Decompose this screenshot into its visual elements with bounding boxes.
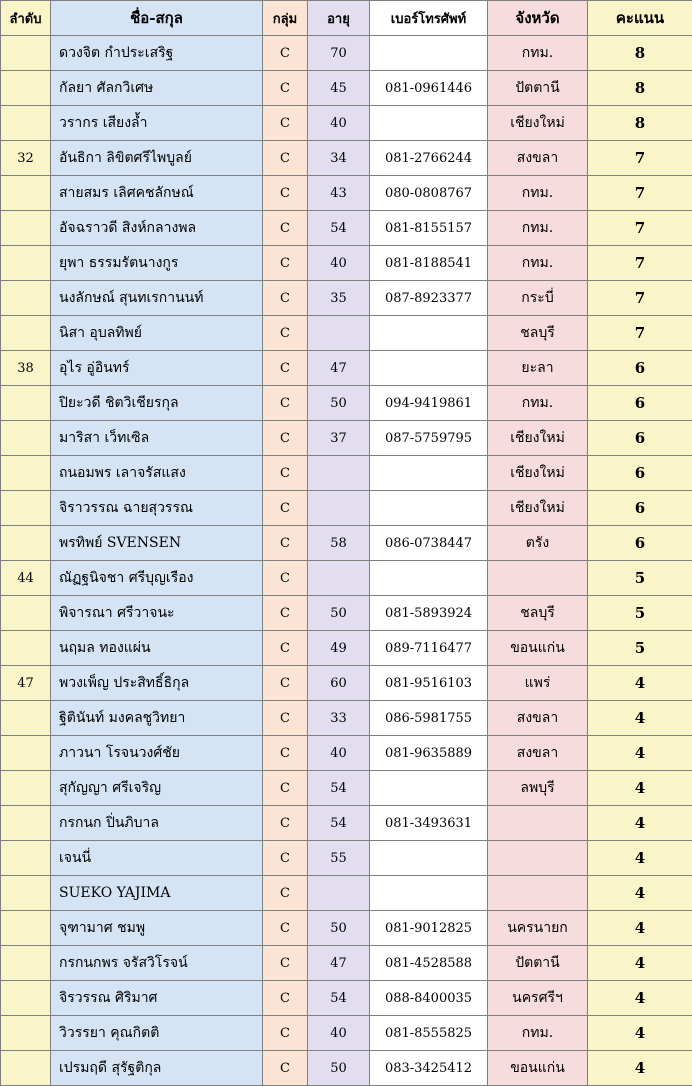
rank-cell xyxy=(1,281,51,316)
group-cell: C xyxy=(263,456,308,491)
rank-cell xyxy=(1,911,51,946)
score-cell: 4 xyxy=(588,1051,692,1086)
province-cell: เชียงใหม่ xyxy=(488,421,588,456)
group-cell: C xyxy=(263,736,308,771)
score-cell: 7 xyxy=(588,176,692,211)
table-row xyxy=(1,1051,692,1086)
table-row xyxy=(1,141,692,176)
group-cell: C xyxy=(263,176,308,211)
phone-cell xyxy=(370,316,488,351)
table-row xyxy=(1,1016,692,1051)
table-row xyxy=(1,771,692,806)
phone-cell: 081-4528588 xyxy=(370,946,488,981)
rank-cell: 44 xyxy=(1,561,51,596)
rank-cell xyxy=(1,1016,51,1051)
table-row xyxy=(1,736,692,771)
province-cell: เชียงใหม่ xyxy=(488,456,588,491)
province-cell: สงขลา xyxy=(488,736,588,771)
province-cell xyxy=(488,561,588,596)
name-cell: สายสมร เลิศคชลักษณ์ xyxy=(51,176,263,211)
name-cell: จุฑามาศ ชมพู xyxy=(51,911,263,946)
age-cell: 40 xyxy=(308,736,370,771)
province-cell xyxy=(488,841,588,876)
table-row xyxy=(1,806,692,841)
header-row xyxy=(1,1,692,36)
group-cell: C xyxy=(263,631,308,666)
province-cell: ปัตตานี xyxy=(488,946,588,981)
province-cell: กระบี่ xyxy=(488,281,588,316)
group-cell: C xyxy=(263,491,308,526)
rank-cell xyxy=(1,456,51,491)
phone-cell: 088-8400035 xyxy=(370,981,488,1016)
phone-cell: 081-9635889 xyxy=(370,736,488,771)
score-cell: 5 xyxy=(588,561,692,596)
table-row xyxy=(1,106,692,141)
phone-cell xyxy=(370,771,488,806)
age-cell xyxy=(308,561,370,596)
score-cell: 8 xyxy=(588,106,692,141)
rank-cell xyxy=(1,981,51,1016)
table-row xyxy=(1,491,692,526)
rank-cell xyxy=(1,316,51,351)
header-name: ชื่อ-สกุล xyxy=(51,1,263,36)
province-cell: นครศรีฯ xyxy=(488,981,588,1016)
rank-cell xyxy=(1,806,51,841)
score-cell: 4 xyxy=(588,666,692,701)
phone-cell: 087-5759795 xyxy=(370,421,488,456)
table-header xyxy=(1,1,692,36)
group-cell: C xyxy=(263,876,308,911)
phone-cell: 081-9012825 xyxy=(370,911,488,946)
group-cell: C xyxy=(263,771,308,806)
score-cell: 6 xyxy=(588,421,692,456)
group-cell: C xyxy=(263,981,308,1016)
group-cell: C xyxy=(263,701,308,736)
phone-cell xyxy=(370,841,488,876)
rank-cell xyxy=(1,491,51,526)
province-cell: กทม. xyxy=(488,211,588,246)
group-cell: C xyxy=(263,911,308,946)
province-cell: นครนายก xyxy=(488,911,588,946)
age-cell xyxy=(308,456,370,491)
name-cell: วรากร เสียงล้ำ xyxy=(51,106,263,141)
name-cell: จิรวรรณ ศิริมาศ xyxy=(51,981,263,1016)
score-cell: 7 xyxy=(588,141,692,176)
phone-cell: 094-9419861 xyxy=(370,386,488,421)
table-row xyxy=(1,176,692,211)
name-cell: ฐิตินันท์ มงคลชูวิทยา xyxy=(51,701,263,736)
phone-cell: 086-0738447 xyxy=(370,526,488,561)
group-cell: C xyxy=(263,71,308,106)
table-row xyxy=(1,631,692,666)
score-cell: 4 xyxy=(588,946,692,981)
group-cell: C xyxy=(263,946,308,981)
age-cell: 58 xyxy=(308,526,370,561)
header-phone: เบอร์โทรศัพท์ xyxy=(370,1,488,36)
table-row xyxy=(1,666,692,701)
phone-cell xyxy=(370,491,488,526)
score-cell: 7 xyxy=(588,211,692,246)
name-cell: จิราวรรณ ฉายสุวรรณ xyxy=(51,491,263,526)
province-cell: ปัตตานี xyxy=(488,71,588,106)
age-cell: 60 xyxy=(308,666,370,701)
score-cell: 4 xyxy=(588,701,692,736)
phone-cell: 081-2766244 xyxy=(370,141,488,176)
group-cell: C xyxy=(263,421,308,456)
table-row xyxy=(1,981,692,1016)
rank-cell xyxy=(1,876,51,911)
rank-cell xyxy=(1,736,51,771)
group-cell: C xyxy=(263,841,308,876)
age-cell: 50 xyxy=(308,911,370,946)
age-cell: 54 xyxy=(308,806,370,841)
name-cell: มาริสา เว็ทเซิล xyxy=(51,421,263,456)
score-cell: 6 xyxy=(588,351,692,386)
name-cell: เจนนี่ xyxy=(51,841,263,876)
table-row xyxy=(1,316,692,351)
score-cell: 5 xyxy=(588,596,692,631)
name-cell: นิสา อุบลทิพย์ xyxy=(51,316,263,351)
rank-cell: 47 xyxy=(1,666,51,701)
name-cell: พรทิพย์ SVENSEN xyxy=(51,526,263,561)
table-row xyxy=(1,246,692,281)
province-cell: สงขลา xyxy=(488,141,588,176)
table-body xyxy=(1,36,692,1086)
age-cell: 50 xyxy=(308,596,370,631)
province-cell: เชียงใหม่ xyxy=(488,491,588,526)
province-cell: แพร่ xyxy=(488,666,588,701)
score-cell: 4 xyxy=(588,736,692,771)
rank-cell: 38 xyxy=(1,351,51,386)
age-cell: 40 xyxy=(308,246,370,281)
rank-cell xyxy=(1,1051,51,1086)
province-cell: กทม. xyxy=(488,176,588,211)
group-cell: C xyxy=(263,806,308,841)
name-cell: SUEKO YAJIMA xyxy=(51,876,263,911)
table-row xyxy=(1,351,692,386)
phone-cell: 081-8188541 xyxy=(370,246,488,281)
age-cell xyxy=(308,491,370,526)
group-cell: C xyxy=(263,106,308,141)
province-cell: ขอนแก่น xyxy=(488,631,588,666)
phone-cell: 080-0808767 xyxy=(370,176,488,211)
name-cell: ภาวนา โรจนวงศ์ชัย xyxy=(51,736,263,771)
province-cell: ตรัง xyxy=(488,526,588,561)
phone-cell: 081-8555825 xyxy=(370,1016,488,1051)
province-cell: เชียงใหม่ xyxy=(488,106,588,141)
group-cell: C xyxy=(263,386,308,421)
header-score: คะแนน xyxy=(588,1,692,36)
table-row xyxy=(1,946,692,981)
phone-cell xyxy=(370,561,488,596)
rank-cell xyxy=(1,841,51,876)
table-row xyxy=(1,596,692,631)
table-row xyxy=(1,281,692,316)
province-cell: สงขลา xyxy=(488,701,588,736)
age-cell: 50 xyxy=(308,1051,370,1086)
name-cell: ณัฏฐนิจชา ศรีบุญเรือง xyxy=(51,561,263,596)
name-cell: ถนอมพร เลาจรัสแสง xyxy=(51,456,263,491)
table-row xyxy=(1,841,692,876)
score-cell: 6 xyxy=(588,526,692,561)
group-cell: C xyxy=(263,596,308,631)
group-cell: C xyxy=(263,561,308,596)
score-cell: 7 xyxy=(588,246,692,281)
name-cell: สุกัญญา ศรีเจริญ xyxy=(51,771,263,806)
rank-cell xyxy=(1,106,51,141)
score-cell: 6 xyxy=(588,386,692,421)
table-row xyxy=(1,211,692,246)
province-cell xyxy=(488,806,588,841)
age-cell: 40 xyxy=(308,1016,370,1051)
age-cell: 49 xyxy=(308,631,370,666)
rank-cell xyxy=(1,246,51,281)
age-cell: 55 xyxy=(308,841,370,876)
phone-cell xyxy=(370,351,488,386)
group-cell: C xyxy=(263,1016,308,1051)
province-cell xyxy=(488,876,588,911)
rank-cell xyxy=(1,421,51,456)
age-cell: 35 xyxy=(308,281,370,316)
group-cell: C xyxy=(263,211,308,246)
score-cell: 5 xyxy=(588,631,692,666)
phone-cell: 081-0961446 xyxy=(370,71,488,106)
age-cell: 47 xyxy=(308,351,370,386)
province-cell: ยะลา xyxy=(488,351,588,386)
table-row xyxy=(1,421,692,456)
rank-cell xyxy=(1,771,51,806)
name-cell: วิวรรยา คุณกิตติ xyxy=(51,1016,263,1051)
age-cell: 34 xyxy=(308,141,370,176)
age-cell: 37 xyxy=(308,421,370,456)
age-cell: 40 xyxy=(308,106,370,141)
name-cell: เปรมฤดี สุรัฐติกุล xyxy=(51,1051,263,1086)
score-cell: 7 xyxy=(588,316,692,351)
rank-cell xyxy=(1,71,51,106)
phone-cell xyxy=(370,36,488,71)
table-row xyxy=(1,456,692,491)
group-cell: C xyxy=(263,246,308,281)
header-rank: ลำดับ xyxy=(1,1,51,36)
name-cell: กรกนก ปิ่นภิบาล xyxy=(51,806,263,841)
name-cell: กัลยา ศัลกวิเศษ xyxy=(51,71,263,106)
score-cell: 4 xyxy=(588,771,692,806)
name-cell: พวงเพ็ญ ประสิทธิ์ธิกุล xyxy=(51,666,263,701)
age-cell: 54 xyxy=(308,211,370,246)
age-cell: 43 xyxy=(308,176,370,211)
phone-cell: 089-7116477 xyxy=(370,631,488,666)
name-cell: ยุพา ธรรมรัตนางกูร xyxy=(51,246,263,281)
table-row xyxy=(1,71,692,106)
phone-cell: 081-8155157 xyxy=(370,211,488,246)
name-cell: อันธิกา ลิขิตศรีไพบูลย์ xyxy=(51,141,263,176)
age-cell: 47 xyxy=(308,946,370,981)
table-row xyxy=(1,701,692,736)
phone-cell: 081-3493631 xyxy=(370,806,488,841)
name-cell: นงลักษณ์ สุนทเรกานนท์ xyxy=(51,281,263,316)
score-cell: 8 xyxy=(588,36,692,71)
group-cell: C xyxy=(263,36,308,71)
score-cell: 4 xyxy=(588,911,692,946)
phone-cell: 083-3425412 xyxy=(370,1051,488,1086)
name-cell: นฤมล ทองแผ่น xyxy=(51,631,263,666)
score-cell: 4 xyxy=(588,1016,692,1051)
age-cell: 70 xyxy=(308,36,370,71)
province-cell: ชลบุรี xyxy=(488,316,588,351)
name-cell: ปิยะวดี ชิตวิเชียรกุล xyxy=(51,386,263,421)
header-province: จังหวัด xyxy=(488,1,588,36)
score-cell: 7 xyxy=(588,281,692,316)
name-cell: อัจฉราวดี สิงห์กลางพล xyxy=(51,211,263,246)
province-cell: กทม. xyxy=(488,36,588,71)
phone-cell xyxy=(370,876,488,911)
table-row xyxy=(1,876,692,911)
table-row xyxy=(1,526,692,561)
rank-cell xyxy=(1,701,51,736)
score-cell: 4 xyxy=(588,876,692,911)
province-cell: ชลบุรี xyxy=(488,596,588,631)
phone-cell xyxy=(370,106,488,141)
age-cell: 50 xyxy=(308,386,370,421)
score-cell: 8 xyxy=(588,71,692,106)
score-cell: 4 xyxy=(588,841,692,876)
score-cell: 6 xyxy=(588,491,692,526)
header-group: กลุ่ม xyxy=(263,1,308,36)
name-cell: ดวงจิต กำประเสริฐ xyxy=(51,36,263,71)
group-cell: C xyxy=(263,316,308,351)
rank-cell: 32 xyxy=(1,141,51,176)
rank-cell xyxy=(1,526,51,561)
province-cell: กทม. xyxy=(488,246,588,281)
age-cell xyxy=(308,316,370,351)
age-cell: 54 xyxy=(308,981,370,1016)
name-cell: อุไร อู่อินทร์ xyxy=(51,351,263,386)
province-cell: ลพบุรี xyxy=(488,771,588,806)
table-row xyxy=(1,36,692,71)
phone-cell: 081-9516103 xyxy=(370,666,488,701)
phone-cell: 086-5981755 xyxy=(370,701,488,736)
rank-cell xyxy=(1,946,51,981)
province-cell: ขอนแก่น xyxy=(488,1051,588,1086)
age-cell xyxy=(308,876,370,911)
table-row xyxy=(1,386,692,421)
rank-cell xyxy=(1,36,51,71)
group-cell: C xyxy=(263,526,308,561)
age-cell: 33 xyxy=(308,701,370,736)
name-cell: กรกนกพร จรัสวิโรจน์ xyxy=(51,946,263,981)
rank-cell xyxy=(1,631,51,666)
score-cell: 6 xyxy=(588,456,692,491)
age-cell: 54 xyxy=(308,771,370,806)
rank-cell xyxy=(1,386,51,421)
score-cell: 4 xyxy=(588,806,692,841)
group-cell: C xyxy=(263,1051,308,1086)
phone-cell: 087-8923377 xyxy=(370,281,488,316)
group-cell: C xyxy=(263,141,308,176)
name-cell: พิจารณา ศรีวาจนะ xyxy=(51,596,263,631)
province-cell: กทม. xyxy=(488,386,588,421)
phone-cell: 081-5893924 xyxy=(370,596,488,631)
header-age: อายุ xyxy=(308,1,370,36)
rank-cell xyxy=(1,176,51,211)
group-cell: C xyxy=(263,666,308,701)
province-cell: กทม. xyxy=(488,1016,588,1051)
age-cell: 45 xyxy=(308,71,370,106)
group-cell: C xyxy=(263,281,308,316)
score-cell: 4 xyxy=(588,981,692,1016)
rank-cell xyxy=(1,211,51,246)
group-cell: C xyxy=(263,351,308,386)
table-row xyxy=(1,911,692,946)
table-row xyxy=(1,561,692,596)
phone-cell xyxy=(370,456,488,491)
rank-cell xyxy=(1,596,51,631)
